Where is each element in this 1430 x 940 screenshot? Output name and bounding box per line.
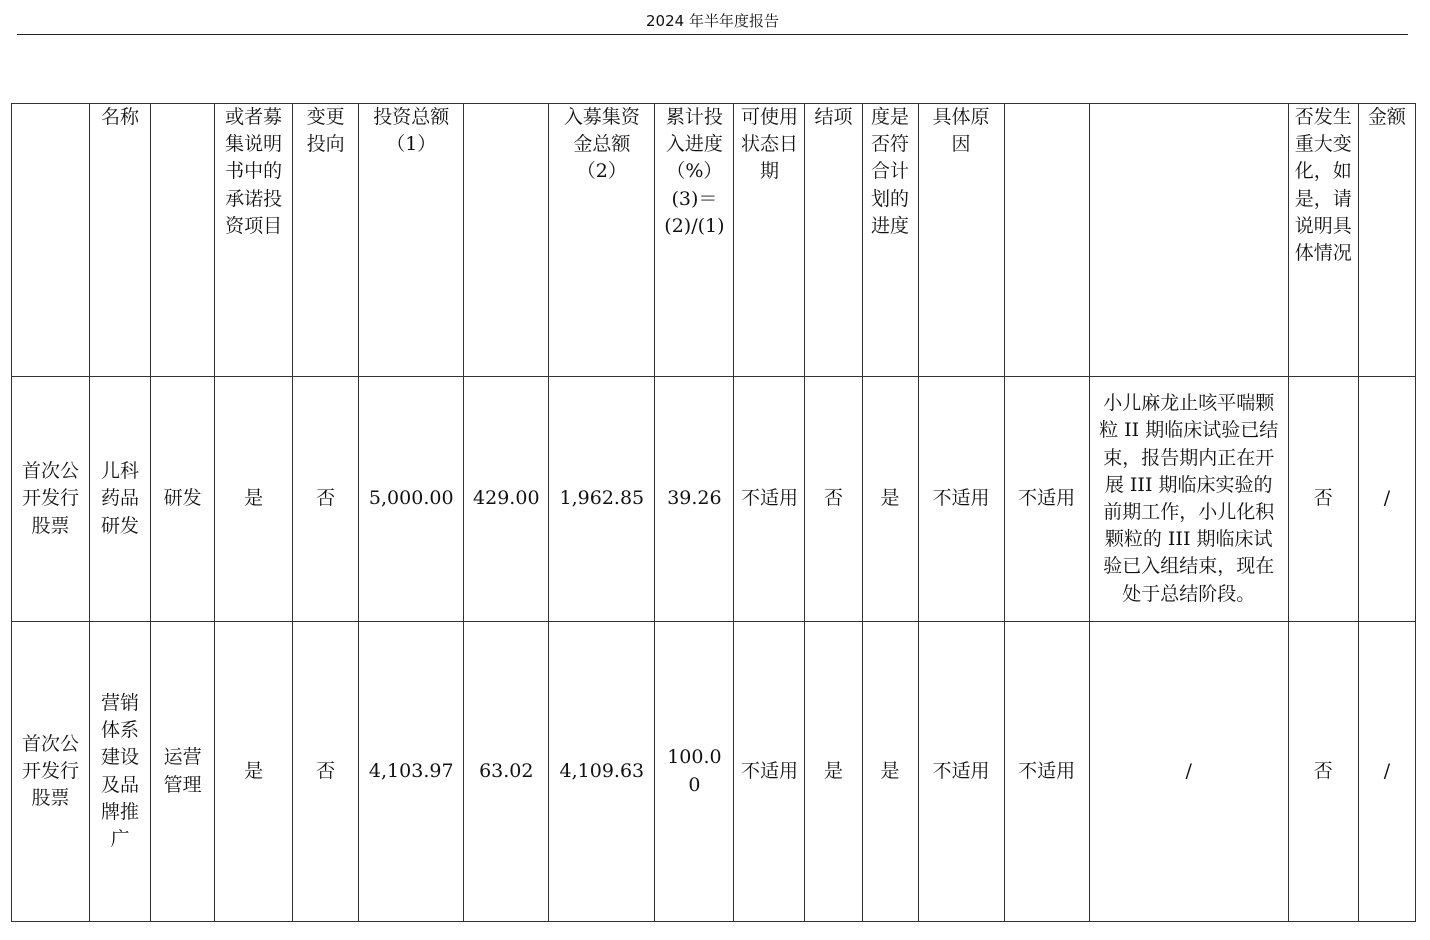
header-cell: 否发生重大变化，如是，请说明具体情况 [1288, 104, 1358, 377]
table-cell: 否 [1288, 377, 1358, 622]
table-cell: 小儿麻龙止咳平喘颗粒 II 期临床试验已结束，报告期内正在开展 III 期临床实验的前期工作，小儿化积颗粒的 III 期临床试验已入组结束，现在处于总结阶段。 [1089, 377, 1288, 622]
page-header: 2024 年半年度报告 [17, 8, 1408, 35]
table-cell: 营销体系建设及品牌推广 [90, 622, 151, 922]
table-cell: 否 [293, 377, 359, 622]
header-cell [12, 104, 90, 377]
table-cell: 是 [862, 622, 918, 922]
table-cell: 不适用 [734, 622, 805, 922]
table-cell: 否 [293, 622, 359, 922]
table-cell: 不适用 [1004, 377, 1089, 622]
header-cell [151, 104, 215, 377]
fund-use-table [11, 103, 1416, 922]
header-cell: 累计投入进度（%）(3)＝(2)/(1) [655, 104, 734, 377]
header-cell: 变更投向 [293, 104, 359, 377]
header-cell: 金额 [1358, 104, 1415, 377]
table-cell: 4,103.97 [359, 622, 464, 922]
table-row [12, 377, 1416, 622]
table-cell: 不适用 [918, 622, 1004, 922]
table-cell: 是 [805, 622, 862, 922]
table-cell: 研发 [151, 377, 215, 622]
table-cell: 63.02 [464, 622, 549, 922]
table-cell: 429.00 [464, 377, 549, 622]
table-cell: 4,109.63 [549, 622, 655, 922]
table-cell: 1,962.85 [549, 377, 655, 622]
header-cell: 或者募集说明书中的承诺投资项目 [215, 104, 293, 377]
table-cell: 100.00 [655, 622, 734, 922]
table-cell: 否 [805, 377, 862, 622]
header-cell: 具体原因 [918, 104, 1004, 377]
table-header-row [12, 104, 1416, 377]
table-cell: / [1089, 622, 1288, 922]
table-cell: 首次公开发行股票 [12, 622, 90, 922]
table-cell: / [1358, 622, 1415, 922]
table-cell: 是 [215, 622, 293, 922]
header-cell: 入募集资金总额（2） [549, 104, 655, 377]
header-cell: 结项 [805, 104, 862, 377]
table-cell: 儿科药品研发 [90, 377, 151, 622]
table-cell: 不适用 [734, 377, 805, 622]
table-cell: 不适用 [1004, 622, 1089, 922]
header-cell [1004, 104, 1089, 377]
table-cell: 运营管理 [151, 622, 215, 922]
table-row [12, 622, 1416, 922]
header-cell [464, 104, 549, 377]
table-cell: 39.26 [655, 377, 734, 622]
table-cell: 否 [1288, 622, 1358, 922]
header-cell: 名称 [90, 104, 151, 377]
table-cell: 首次公开发行股票 [12, 377, 90, 622]
table-cell: / [1358, 377, 1415, 622]
header-cell: 度是否符合计划的进度 [862, 104, 918, 377]
table-cell: 是 [862, 377, 918, 622]
header-cell: 投资总额 （1） [359, 104, 464, 377]
table-cell: 不适用 [918, 377, 1004, 622]
table-cell: 是 [215, 377, 293, 622]
header-cell [1089, 104, 1288, 377]
header-cell: 可使用状态日期 [734, 104, 805, 377]
table-cell: 5,000.00 [359, 377, 464, 622]
